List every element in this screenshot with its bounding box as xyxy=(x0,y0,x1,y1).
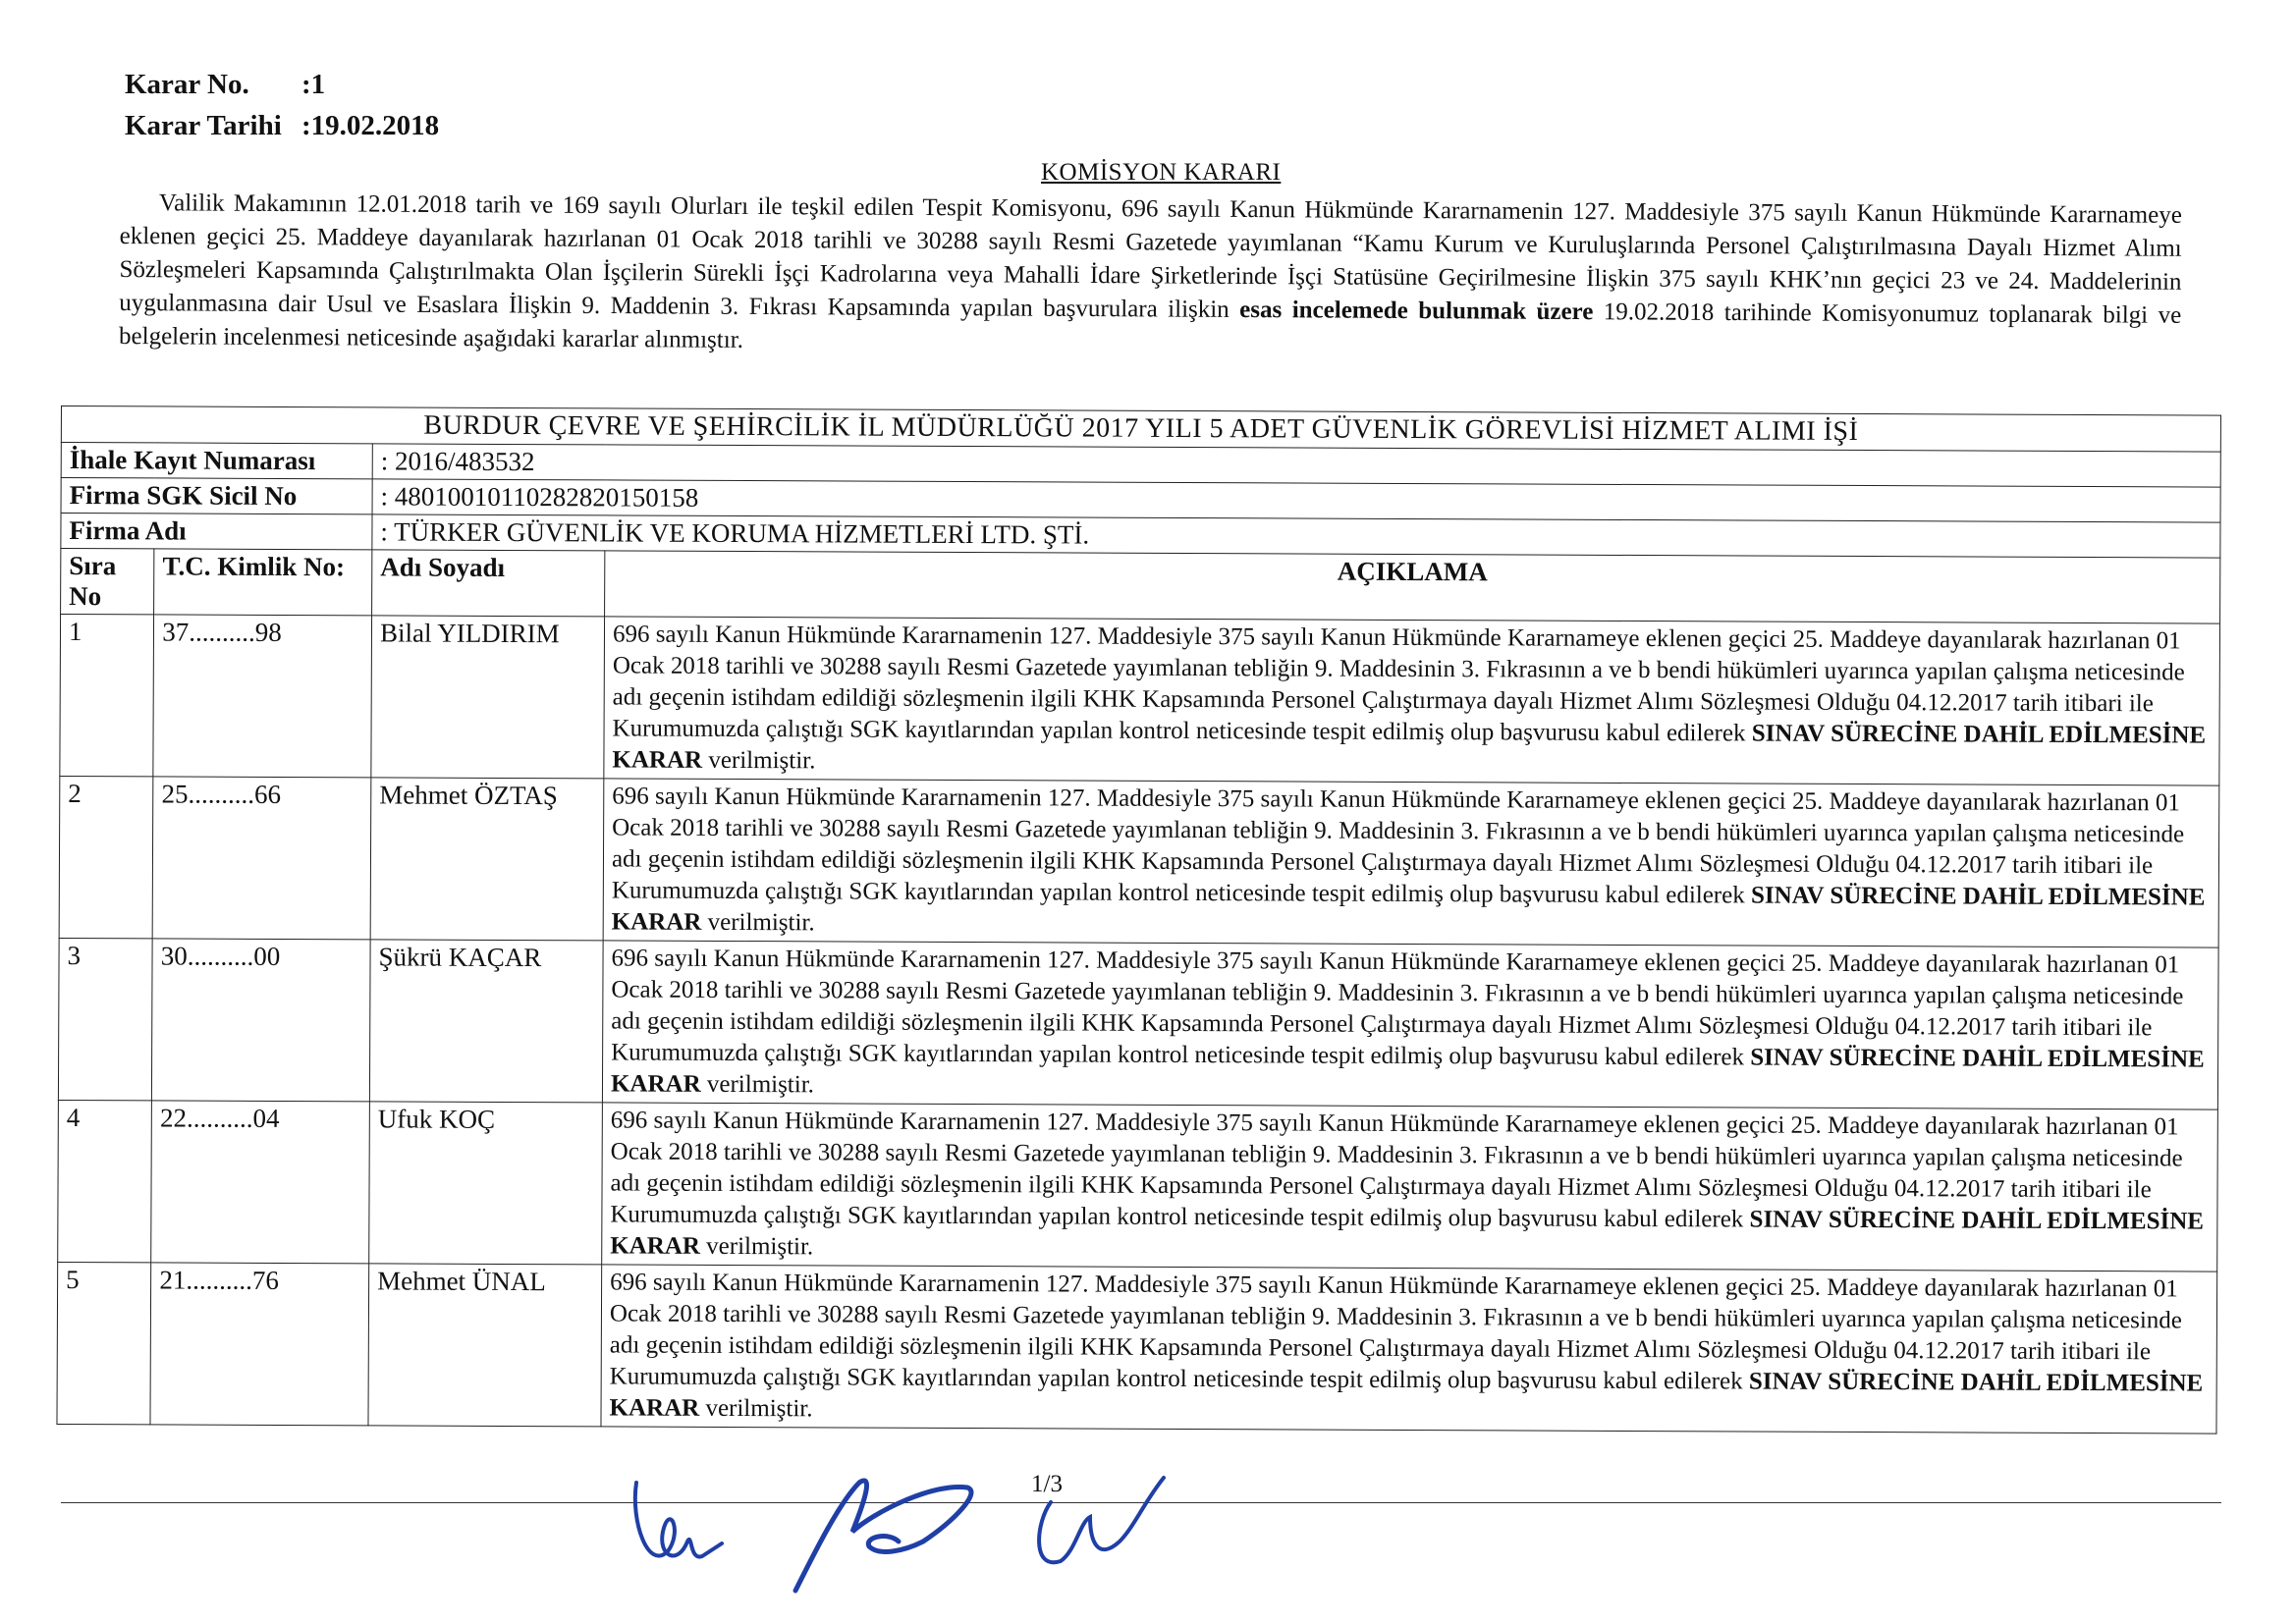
row-no: 3 xyxy=(58,938,152,1100)
desc-text-1: 696 sayılı Kanun Hükmünde Kararnamenin 127. Maddesiyle 375 sayılı Kanun Hükmünde Kararnameye eklenen geçici 25. Maddeye dayanılarak hazırlanan 01 Ocak 2018 tarihli ve 30288 sayılı Resmi Gazetede yayımlanan tebliğin 9. Maddesinin 3. Fıkrasının a ve b bendi hükümleri uyarınca yapılan çalışma neticesinde adı geçenin istihdam edildiği sözleşmenin ilgili KHK Kapsamında Personel Çalıştırmaya dayalı Hizmet Alımı Sözleşmesi Olduğu 04.12.2017 tarih itibari ile Kurumumuzda çalıştığı SGK kayıtlarından yapılan kontrol neticesinde tespit edilmiş olup başvurusu kabul edilerek xyxy=(611,945,2184,1071)
ihale-label: İhale Kayıt Numarası xyxy=(61,443,372,479)
document-title: KOMİSYON KARARI xyxy=(1041,159,1282,186)
signature-2 xyxy=(795,1481,971,1591)
desc-text-bold: SINAV SÜRECİNE DAHİL EDİLMESİNE KARAR xyxy=(609,1368,2204,1422)
desc-text-bold: SINAV SÜRECİNE DAHİL EDİLMESİNE KARAR xyxy=(611,882,2206,936)
intro-text-2: 19.02.2018 tarihinde Komisyonumuz toplanarak bilgi ve belgelerin incelenmesi neticesinde aşağıdaki kararlar alınmıştır. xyxy=(118,298,2182,353)
table-row xyxy=(60,615,2220,786)
row-no: 4 xyxy=(58,1100,152,1262)
firma-value: : TÜRKER GÜVENLİK VE KORUMA HİZMETLERİ LTD. ŞTİ. xyxy=(372,514,2220,558)
sgk-value: : 48010010110282820150158 xyxy=(372,479,2220,522)
ihale-value: : 2016/483532 xyxy=(372,444,2220,487)
desc-text-1: 696 sayılı Kanun Hükmünde Kararnamenin 127. Maddesiyle 375 sayılı Kanun Hükmünde Kararnameye eklenen geçici 25. Maddeye dayanılarak hazırlanan 01 Ocak 2018 tarihli ve 30288 sayılı Resmi Gazetede yayımlanan tebliğin 9. Maddesinin 3. Fıkrasının a ve b bendi hükümleri uyarınca yapılan çalışma neticesinde adı geçenin istihdam edildiği sözleşmenin ilgili KHK Kapsamında Personel Çalıştırmaya dayalı Hizmet Alımı Sözleşmesi Olduğu 04.12.2017 tarih itibari ile Kurumumuzda çalıştığı SGK kayıtlarından yapılan kontrol neticesinde tespit edilmiş olup başvurusu kabul edilerek xyxy=(611,783,2185,909)
col-sira: Sıra No xyxy=(61,549,155,615)
intro-text-bold: esas incelemede bulunmak üzere xyxy=(1239,296,1594,326)
col-ad: Adı Soyadı xyxy=(372,550,605,617)
row-no: 5 xyxy=(57,1262,151,1424)
row-description xyxy=(601,1265,2217,1434)
row-name: Mehmet ÜNAL xyxy=(368,1264,602,1427)
row-description xyxy=(602,1103,2218,1271)
karar-tarihi-label: Karar Tarihi xyxy=(125,110,282,141)
table-rows xyxy=(57,615,2220,1434)
table-row xyxy=(58,1100,2218,1271)
row-no: 2 xyxy=(59,776,153,938)
signatures xyxy=(629,1463,1178,1610)
row-name: Mehmet ÖZTAŞ xyxy=(370,778,604,941)
karar-tarihi-value: :19.02.2018 xyxy=(301,110,440,141)
karar-no-label: Karar No. xyxy=(125,69,249,100)
signature-1 xyxy=(635,1483,722,1557)
desc-text-2: verilmiştir. xyxy=(706,1232,814,1261)
col-tc: T.C. Kimlik No: xyxy=(154,549,372,616)
karar-no-value: :1 xyxy=(301,69,326,100)
desc-text-bold: SINAV SÜRECİNE DAHİL EDİLMESİNE KARAR xyxy=(610,1044,2205,1098)
col-aciklama: AÇIKLAMA xyxy=(605,551,2220,623)
page-number: 1/3 xyxy=(1031,1471,1063,1497)
karar-no xyxy=(125,69,325,101)
desc-text-1: 696 sayılı Kanun Hükmünde Kararnamenin 127. Maddesiyle 375 sayılı Kanun Hükmünde Kararnameye eklenen geçici 25. Maddeye dayanılarak hazırlanan 01 Ocak 2018 tarihli ve 30288 sayılı Resmi Gazetede yayımlanan tebliğin 9. Maddesinin 3. Fıkrasının a ve b bendi hükümleri uyarınca yapılan çalışma neticesinde adı geçenin istihdam edildiği sözleşmenin ilgili KHK Kapsamında Personel Çalıştırmaya dayalı Hizmet Alımı Sözleşmesi Olduğu 04.12.2017 tarih itibari ile Kurumumuzda çalıştığı SGK kayıtlarından yapılan kontrol neticesinde tespit edilmiş olup başvurusu kabul edilerek xyxy=(612,621,2185,747)
decision-table xyxy=(56,406,2221,1434)
row-tc: 25..........66 xyxy=(152,777,370,940)
row-description xyxy=(603,779,2219,947)
desc-text-2: verilmiştir. xyxy=(708,746,816,775)
sgk-label: Firma SGK Sicil No xyxy=(61,478,372,514)
table-row xyxy=(59,776,2219,947)
table-row xyxy=(58,938,2218,1109)
row-description xyxy=(602,941,2218,1109)
desc-text-1: 696 sayılı Kanun Hükmünde Kararnamenin 127. Maddesiyle 375 sayılı Kanun Hükmünde Kararnameye eklenen geçici 25. Maddeye dayanılarak hazırlanan 01 Ocak 2018 tarihli ve 30288 sayılı Resmi Gazetede yayımlanan tebliğin 9. Maddesinin 3. Fıkrasının a ve b bendi hükümleri uyarınca yapılan çalışma neticesinde adı geçenin istihdam edildiği sözleşmenin ilgili KHK Kapsamında Personel Çalıştırmaya dayalı Hizmet Alımı Sözleşmesi Olduğu 04.12.2017 tarih itibari ile Kurumumuzda çalıştığı SGK kayıtlarından yapılan kontrol neticesinde tespit edilmiş olup başvurusu kabul edilerek xyxy=(610,1107,2183,1233)
row-name: Şükrü KAÇAR xyxy=(369,940,603,1103)
table-row xyxy=(57,1262,2217,1434)
row-description xyxy=(604,617,2220,785)
row-tc: 30..........00 xyxy=(152,939,370,1102)
row-tc: 22..........04 xyxy=(151,1101,369,1264)
desc-text-2: verilmiştir. xyxy=(706,1070,815,1099)
desc-text-2: verilmiştir. xyxy=(707,908,815,937)
desc-text-1: 696 sayılı Kanun Hükmünde Kararnamenin 127. Maddesiyle 375 sayılı Kanun Hükmünde Kararnameye eklenen geçici 25. Maddeye dayanılarak hazırlanan 01 Ocak 2018 tarihli ve 30288 sayılı Resmi Gazetede yayımlanan tebliğin 9. Maddesinin 3. Fıkrasının a ve b bendi hükümleri uyarınca yapılan çalışma neticesinde adı geçenin istihdam edildiği sözleşmenin ilgili KHK Kapsamında Personel Çalıştırmaya dayalı Hizmet Alımı Sözleşmesi Olduğu 04.12.2017 tarih itibari ile Kurumumuzda çalıştığı SGK kayıtlarından yapılan kontrol neticesinde tespit edilmiş olup başvurusu kabul edilerek xyxy=(609,1269,2182,1395)
row-no: 1 xyxy=(60,615,154,777)
intro-text-1: Valilik Makamının 12.01.2018 tarih ve 169 sayılı Olurları ile teşkil edilen Tespit Komisyonu, 696 sayılı Kanun Hükmünde Kararnamenin 127. Maddesiyle 375 sayılı Kanun Hükmünde Kararnameye eklenen geçici 25. Maddeye dayanılarak hazırlanan 01 Ocak 2018 tarihli ve 30288 sayılı Resmi Gazetede yayımlanan “Kamu Kurum ve Kuruluşlarında Personel Çalıştırılmasına Dayalı Hizmet Alımı Sözleşmeleri Kapsamında Çalıştırılmakta Olan İşçilerin Sürekli İşçi Kadrolarına veya Mahalli İdare Şirketlerinde İşçi Statüsüne Geçirilmesine İlişkin 375 sayılı KHK’nın geçici 23 ve 24. Maddelerinin uygulanmasına dair Usul ve Esaslara İlişkin 9. Maddenin 3. Fıkrası Kapsamında yapılan başvurulara ilişkin xyxy=(119,189,2182,323)
project-title: BURDUR ÇEVRE VE ŞEHİRCİLİK İL MÜDÜRLÜĞÜ 2017 YILI 5 ADET GÜVENLİK GÖREVLİSİ HİZMET ALIMI İŞİ xyxy=(61,406,2220,453)
firma-label: Firma Adı xyxy=(61,514,372,550)
decision-table-frame xyxy=(57,406,2221,1427)
row-tc: 37..........98 xyxy=(153,615,371,778)
desc-text-bold: SINAV SÜRECİNE DAHİL EDİLMESİNE KARAR xyxy=(610,1206,2205,1260)
column-header-row xyxy=(61,549,2220,624)
intro-paragraph xyxy=(119,187,2182,366)
desc-text-bold: SINAV SÜRECİNE DAHİL EDİLMESİNE KARAR xyxy=(612,720,2207,774)
desc-text-2: verilmiştir. xyxy=(705,1394,813,1423)
signature-3 xyxy=(1039,1478,1164,1562)
row-tc: 21..........76 xyxy=(150,1263,368,1426)
row-name: Ufuk KOÇ xyxy=(369,1102,603,1265)
row-name: Bilal YILDIRIM xyxy=(371,616,605,779)
karar-tarihi xyxy=(125,110,439,142)
